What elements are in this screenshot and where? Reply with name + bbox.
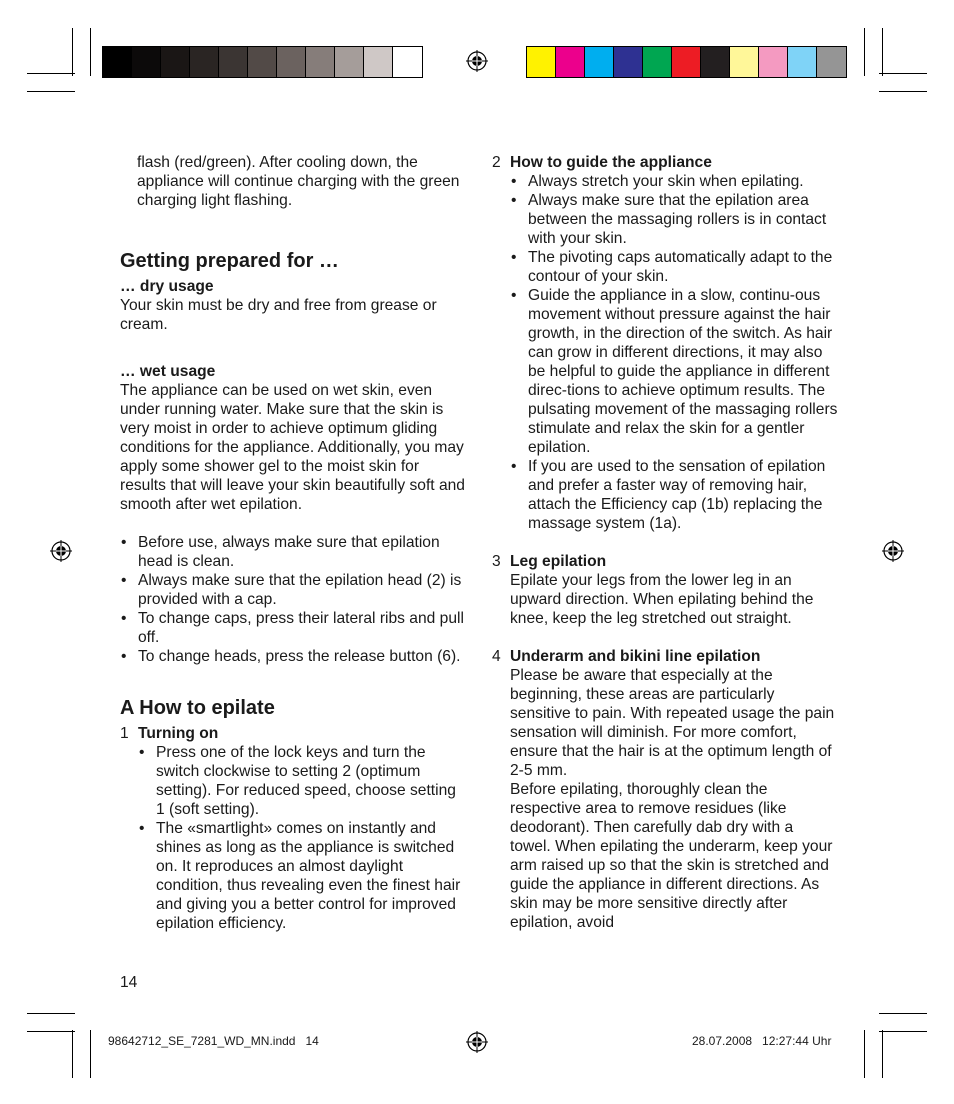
list-item: • Press one of the lock keys and turn the switch clockwise to setting 2 (optimum setting). For reduced speed, choose setting 1 (soft setting). bbox=[138, 743, 466, 819]
color-swatch bbox=[161, 47, 190, 77]
color-swatch bbox=[817, 47, 846, 77]
crop-mark bbox=[879, 91, 927, 92]
color-swatch bbox=[248, 47, 277, 77]
color-swatch bbox=[643, 47, 672, 77]
crop-mark bbox=[72, 1030, 73, 1078]
color-swatch bbox=[103, 47, 132, 77]
intro-paragraph: flash (red/green). After cooling down, the appliance will continue charging with the green charging light flashing. bbox=[137, 154, 460, 209]
color-swatch bbox=[132, 47, 161, 77]
step-title: Underarm and bikini line epilation bbox=[510, 648, 761, 665]
list-item: • Guide the appliance in a slow, continu-ous movement without pressure against the hair growth, in the direction of the switch. As hair can grow in different directions, it may also be helpful to guide the appliance in different direc-tions to achieve optimum results. The pulsating movement of the massaging rollers stimulate and relax the skin for a gentler epilation. bbox=[510, 286, 838, 457]
footer-timestamp: 28.07.2008 12:27:44 Uhr bbox=[692, 1034, 832, 1048]
crop-mark bbox=[879, 1013, 927, 1014]
crop-mark bbox=[27, 1013, 75, 1014]
crop-mark bbox=[879, 73, 927, 74]
crop-mark bbox=[27, 73, 75, 74]
list-item: • If you are used to the sensation of epilation and prefer a faster way of removing hair, attach the Efficiency cap (1b) replacing the massage system (1a). bbox=[510, 457, 838, 533]
color-swatch bbox=[701, 47, 730, 77]
crop-mark bbox=[882, 28, 883, 76]
color-swatch bbox=[730, 47, 759, 77]
wet-usage-title: … wet usage bbox=[120, 363, 216, 380]
grayscale-color-bar bbox=[102, 46, 423, 78]
step-1 bbox=[120, 724, 466, 933]
color-swatch bbox=[306, 47, 335, 77]
color-swatch bbox=[759, 47, 788, 77]
right-column bbox=[492, 153, 838, 932]
color-swatch bbox=[364, 47, 393, 77]
crop-mark bbox=[90, 28, 91, 76]
step-number: 3 bbox=[492, 553, 501, 570]
footer-file-info: 98642712_SE_7281_WD_MN.indd 14 bbox=[108, 1034, 319, 1048]
dry-usage-title: … dry usage bbox=[120, 278, 214, 295]
color-swatch bbox=[614, 47, 643, 77]
step-2 bbox=[492, 153, 838, 533]
color-swatch bbox=[277, 47, 306, 77]
step-number: 1 bbox=[120, 725, 129, 742]
list-item: • To change heads, press the release button (6). bbox=[120, 647, 466, 666]
list-item: • Before use, always make sure that epilation head is clean. bbox=[120, 533, 466, 571]
color-swatch bbox=[335, 47, 364, 77]
crop-mark bbox=[72, 28, 73, 76]
crop-mark bbox=[864, 28, 865, 76]
step-text: Epilate your legs from the lower leg in an upward direction. When epilating behind the knee, keep the leg stretched out straight. bbox=[510, 572, 814, 627]
step-bullet-list bbox=[510, 172, 838, 533]
color-swatch bbox=[527, 47, 556, 77]
registration-mark-icon bbox=[50, 540, 72, 562]
crop-mark bbox=[27, 91, 75, 92]
list-item: • The «smartlight» comes on instantly and shines as long as the appliance is switched on. It reproduces an almost daylight condition, thus revealing even the finest hair and giving you a better control for improved epilation efficiency. bbox=[138, 819, 466, 933]
step-text: Before epilating, thoroughly clean the respective area to remove residues (like deodorant). Then carefully dab dry with a towel. When epilating the underarm, keep your arm raised up so that the skin is stretched and guide the appliance in different directions. As skin may be more sensitive directly after epilation, avoid bbox=[510, 781, 833, 931]
crop-mark bbox=[879, 1031, 927, 1032]
left-column bbox=[120, 153, 466, 933]
list-item: • Always stretch your skin when epilating. bbox=[510, 172, 838, 191]
crop-mark bbox=[882, 1030, 883, 1078]
color-swatch bbox=[585, 47, 614, 77]
color-swatch bbox=[556, 47, 585, 77]
step-title: Turning on bbox=[138, 725, 219, 742]
crop-mark bbox=[864, 1030, 865, 1078]
dry-usage-text: Your skin must be dry and free from grease or cream. bbox=[120, 297, 437, 333]
step-number: 2 bbox=[492, 154, 501, 171]
preparation-bullet-list bbox=[120, 533, 466, 666]
step-title: Leg epilation bbox=[510, 553, 607, 570]
list-item: • Always make sure that the epilation head (2) is provided with a cap. bbox=[120, 571, 466, 609]
color-swatch bbox=[393, 47, 422, 77]
page-number: 14 bbox=[120, 974, 138, 991]
step-number: 4 bbox=[492, 648, 501, 665]
color-swatch bbox=[219, 47, 248, 77]
registration-mark-icon bbox=[466, 50, 488, 72]
step-4 bbox=[492, 647, 838, 932]
list-item: • To change caps, press their lateral ribs and pull off. bbox=[120, 609, 466, 647]
color-swatch bbox=[788, 47, 817, 77]
list-item: • Always make sure that the epilation area between the massaging rollers is in contact with your skin. bbox=[510, 191, 838, 248]
list-item: • The pivoting caps automatically adapt to the contour of your skin. bbox=[510, 248, 838, 286]
process-color-bar bbox=[526, 46, 847, 78]
step-text: Please be aware that especially at the beginning, these areas are particularly sensitive to pain. With repeated usage the pain sensation will diminish. For more comfort, ensure that the hair is at the optimum length of 2-5 mm. bbox=[510, 667, 835, 779]
registration-mark-icon bbox=[882, 540, 904, 562]
color-swatch bbox=[672, 47, 701, 77]
heading-getting-prepared: Getting prepared for … bbox=[120, 250, 339, 272]
step-title: How to guide the appliance bbox=[510, 154, 712, 171]
crop-mark bbox=[90, 1030, 91, 1078]
wet-usage-text: The appliance can be used on wet skin, even under running water. Make sure that the skin is very moist in order to achieve optimum gliding conditions for the appliance. Additionally, you may apply some shower gel to the moist skin for results that will leave your skin beautifully soft and smooth after wet epilation. bbox=[120, 382, 465, 513]
step-bullet-list bbox=[138, 743, 466, 933]
registration-mark-icon bbox=[466, 1031, 488, 1053]
step-3 bbox=[492, 552, 838, 628]
color-swatch bbox=[190, 47, 219, 77]
crop-mark bbox=[27, 1031, 75, 1032]
heading-how-to-epilate: A How to epilate bbox=[120, 697, 275, 719]
